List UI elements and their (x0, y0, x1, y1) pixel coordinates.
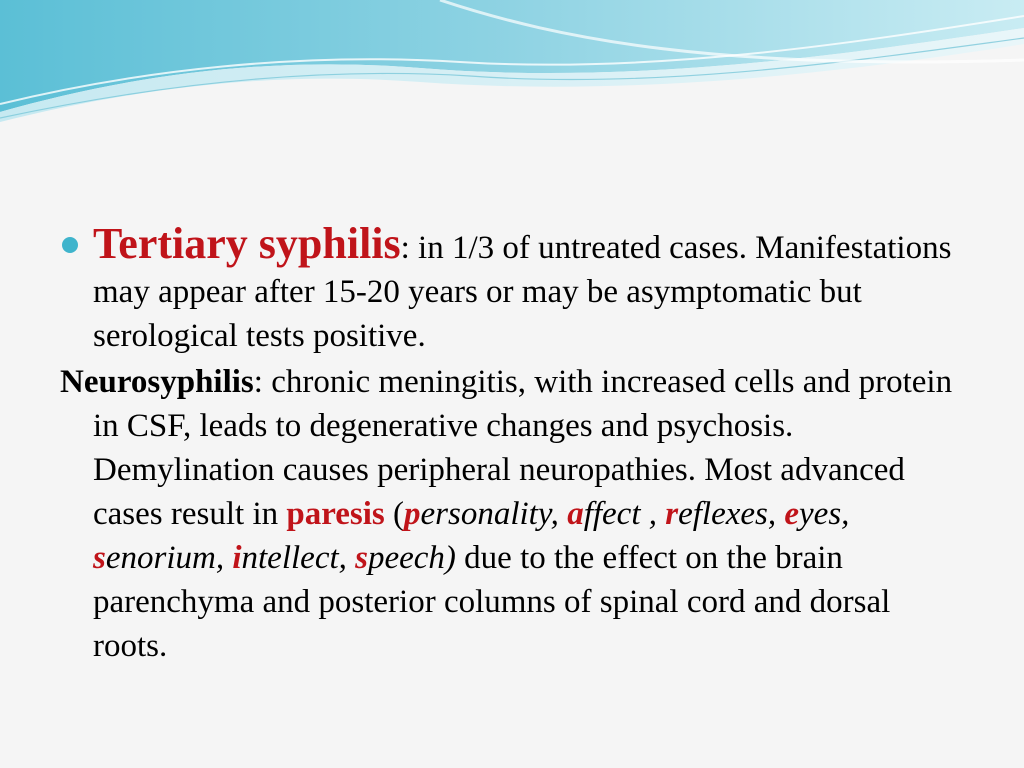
bullet-dot-icon (62, 237, 78, 253)
mnemonic-word-affect: ffect , (583, 496, 666, 532)
mnemonic-letter-p: p (404, 496, 421, 532)
mnemonic-word-intellect: ntellect, (241, 540, 356, 576)
neurosyphilis-paragraph (60, 360, 960, 668)
slide-body (60, 219, 960, 668)
neurosyphilis-text: : chronic meningitis, with increased cells and protein in CSF, leads to degenerative changes and psychosis. Demylination causes peripheral neuropathies. Most advanced cases result in (93, 364, 953, 532)
mnemonic-word-reflexes: eflexes, (678, 496, 785, 532)
mnemonic-letter-s1: s (93, 540, 106, 576)
header-wave-decoration (0, 0, 1024, 140)
mnemonic-word-senorium: enorium, (105, 540, 233, 576)
bullet-tertiary-syphilis (60, 219, 960, 358)
tertiary-syphilis-text: : in 1/3 of untreated cases. Manifestations may appear after 15-20 years or may be asymptomatic but serological tests positive. (93, 230, 952, 354)
neurosyphilis-term: Neurosyphilis (60, 364, 254, 400)
mnemonic-word-personality: ersonality, (420, 496, 568, 532)
mnemonic-letter-a: a (567, 496, 584, 532)
mnemonic-letter-s2: s (355, 540, 368, 576)
paresis-highlight: paresis (286, 496, 385, 532)
mnemonic-letter-r: r (665, 496, 679, 532)
open-paren: ( (384, 496, 405, 532)
tertiary-syphilis-title: Tertiary syphilis (93, 219, 401, 268)
mnemonic-letter-i: i (232, 540, 242, 576)
mnemonic-word-eyes: yes, (799, 496, 850, 532)
mnemonic-word-speech: peech) (367, 540, 456, 576)
mnemonic-letter-e: e (784, 496, 800, 532)
neurosyphilis-closing: due to the effect on the brain parenchyma and posterior columns of spinal cord and dorsal roots. (93, 540, 891, 664)
